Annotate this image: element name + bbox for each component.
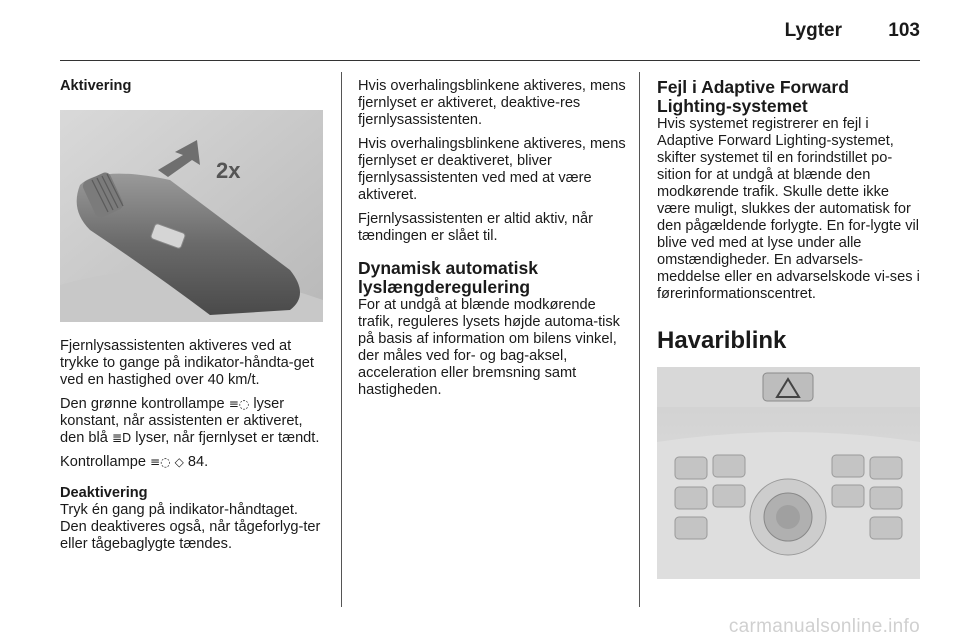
chapter-section-title: Havariblink xyxy=(657,327,787,354)
column-left xyxy=(60,72,328,560)
paragraph: Hvis overhalingsblinkene aktiveres, mens fjernlyset er deaktiveret, bliver fjernlysassistenten ved med at være aktiveret. xyxy=(358,136,626,203)
column-right xyxy=(657,78,925,579)
paragraph: For at undgå at blænde modkørende trafik, reguleres lysets højde automa-tisk på basis af information om bilens vinkel, der måles ved for- og bag-aksel, acceleration eller bremsning samt hastigheden. xyxy=(358,297,620,398)
paragraph: Fjernlysassistenten er altid aktiv, når tændingen er slået til. xyxy=(358,211,593,244)
page-header xyxy=(60,0,920,61)
hazard-switch-figure xyxy=(657,367,920,579)
paragraph: Fjernlysassistenten aktiveres ved at trykke to gange på indikator-håndta-get ved en hastighed over 40 km/t. xyxy=(60,338,314,388)
column-divider xyxy=(639,72,640,607)
figure-label-2x: 2x xyxy=(216,158,241,183)
paragraph: Den grønne kontrollampe ≡◌ lyser konstant, når assistenten er aktiveret, den blå ≣D lyser, når fjernlyset er tændt. xyxy=(60,396,320,446)
chapter-title: Lygter xyxy=(784,20,842,41)
column-divider xyxy=(341,72,342,607)
high-beam-assist-icon: ≡◌ xyxy=(228,397,250,411)
high-beam-assist-icon: ≡◌ xyxy=(150,455,171,469)
section-heading: Dynamisk automatisk lyslængderegulering xyxy=(358,258,538,297)
watermark: carmanualsonline.info xyxy=(728,616,920,637)
page-number: 103 xyxy=(888,20,920,41)
deactivation-heading: Deaktivering xyxy=(60,485,148,501)
paragraph: Kontrollampe ≡◌ ◇ 84. xyxy=(60,454,209,470)
section-heading: Fejl i Adaptive Forward Lighting-systemet xyxy=(657,77,849,116)
page-reference-icon: ◇ xyxy=(174,455,184,469)
paragraph: Tryk én gang på indikator-håndtaget. Den deaktiveres også, når tågeforlyg-ter eller tågebaglygte tændes. xyxy=(60,502,321,552)
high-beam-icon: ≣D xyxy=(111,431,132,445)
column-middle xyxy=(358,78,626,406)
indicator-stalk-figure xyxy=(60,110,323,322)
paragraph: Hvis overhalingsblinkene aktiveres, mens fjernlyset er aktiveret, deaktive-res fjernlysassistenten. xyxy=(358,78,626,128)
activation-heading: Aktivering xyxy=(60,78,132,94)
paragraph: Hvis systemet registrerer en fejl i Adaptive Forward Lighting-systemet, skifter systemet til en forindstillet po-sition for at undgå at blænde den modkørende trafik. Skulle dette ikke være muligt, slukkes der automatisk for den pågældende forlygte. En for-lygte vil blive ved med at lyse under alle omstændigheder. En advarsels-meddelse eller en advarselskode vi-ses i førerinformationscentret. xyxy=(657,116,920,302)
